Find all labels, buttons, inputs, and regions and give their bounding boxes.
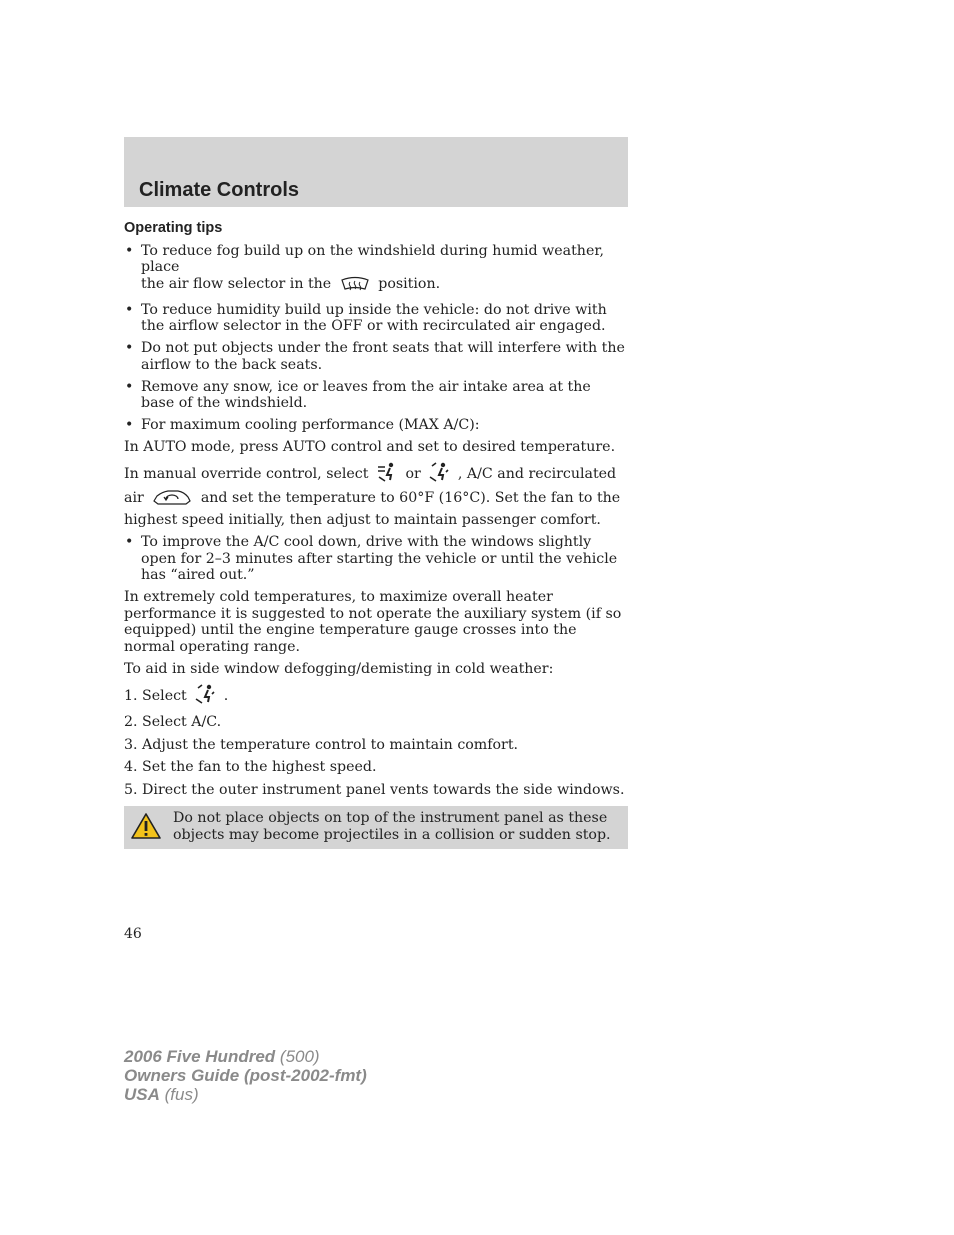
list-item: • To reduce fog build up on the windshield during humid weather, place the air flow selector in the position. [124,243,628,297]
cold-paragraph: In extremely cold temperatures, to maximize overall heater performance it is suggested to not operate the auxiliary system (if so equipped) until the engine temperature gauge crosses into the normal operating range. [124,589,622,655]
warning-box [124,806,628,849]
list-item: 5. Direct the outer instrument panel vents towards the side windows. [124,781,625,798]
defog-intro: To aid in side window defogging/demisting in cold weather: [124,661,554,677]
warning-text: Do not place objects on top of the instrument panel as these objects may become projectiles in a collision or sudden stop. [173,810,611,843]
subhead-operating-tips: Operating tips [124,220,223,236]
content [124,220,628,849]
warning-triangle-icon [130,812,162,845]
defog-steps [124,684,628,799]
list-item: 3. Adjust the temperature control to maintain comfort. [124,736,519,753]
list-item: • To improve the A/C cool down, drive with the windows slightly open for 2–3 minutes after starting the vehicle or until the vehicle has “aired out.” [124,534,628,584]
tips-list-2 [124,534,628,584]
page-number: 46 [124,926,142,942]
list-item: • For maximum cooling performance (MAX A/C): [124,417,628,434]
list-item: • Remove any snow, ice or leaves from the air intake area at the base of the windshield. [124,379,628,412]
list-item: • Do not put objects under the front seats that will interfere with the airflow to the back seats. [124,340,628,373]
floor-defrost-airflow-icon [429,462,449,488]
recirculated-air-icon [152,488,192,512]
list-item: 2. Select A/C. [124,714,222,730]
section-title: Climate Controls [139,179,300,201]
manual-paragraph: In manual override control, select or , A/C and recirculated air and set the temperature to 60°F (16°C). Set the fan to the highest speed initially, then adjust to maintain passenger comfort. [124,462,628,529]
defrost-icon [340,276,370,297]
list-item: 1. Select . [124,684,628,709]
header-band [124,137,628,207]
footer: 2006 Five Hundred (500) Owners Guide (post-2002-fmt) USA (fus) [124,1047,367,1104]
auto-paragraph: In AUTO mode, press AUTO control and set to desired temperature. [124,439,616,455]
floor-defrost-airflow-icon [195,684,215,709]
list-item: • To reduce humidity build up inside the vehicle: do not drive with the airflow selector in the OFF or with recirculated air engaged. [124,302,628,335]
tips-list [124,243,628,434]
list-item: 4. Set the fan to the highest speed. [124,759,377,775]
panel-floor-airflow-icon [377,462,397,488]
